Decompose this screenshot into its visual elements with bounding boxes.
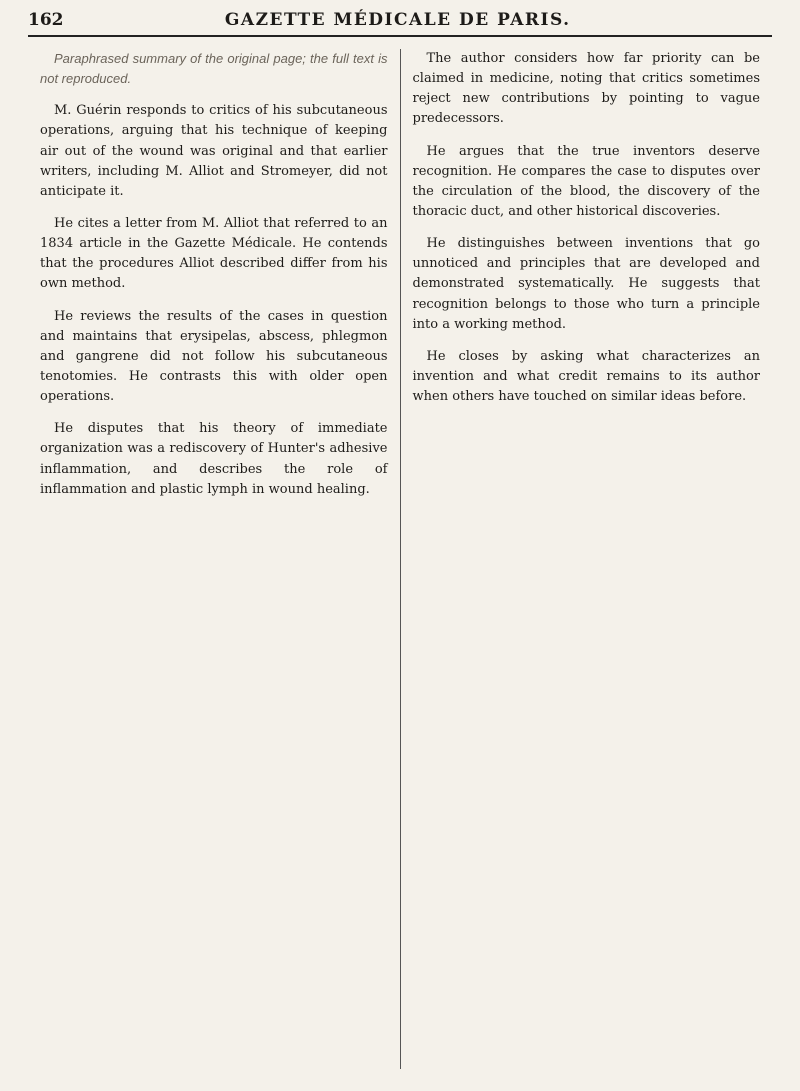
summary-notice: Paraphrased summary of the original page; the full text is not reproduced. — [40, 51, 388, 87]
masthead-title: GAZETTE MÉDICALE DE PARIS. — [224, 10, 571, 30]
left-paragraph: M. Guérin responds to critics of his subcutaneous operations, arguing that his technique of keeping air out of the wound was original and that earlier writers, including M. Alliot and Stromeyer, did not anticipate it. — [40, 103, 388, 199]
right-paragraph: The author considers how far priority can be claimed in medicine, noting that critics sometimes reject new contributions by pointing to vague predecessors. — [412, 51, 760, 127]
left-paragraph: He cites a letter from M. Alliot that referred to an 1834 article in the Gazette Médicale. He contends that the procedures Alliot described differ from his own method. — [40, 215, 388, 292]
left-paragraph: He disputes that his theory of immediate organization was a rediscovery of Hunter's adhesive inflammation, and describes the role of inflammation and plastic lymph in wound healing. — [40, 421, 388, 497]
right-paragraph: He distinguishes between inventions that go unnoticed and principles that are developed and demonstrated systematically. He suggests that recognition belongs to those who turn a principle into a working method. — [412, 236, 760, 332]
right-paragraph: He closes by asking what characterizes an invention and what credit remains to its author when others have touched on similar ideas before. — [412, 348, 760, 405]
page-number: 162 — [28, 10, 64, 30]
page-header — [28, 10, 772, 37]
text-columns — [28, 49, 772, 1069]
right-column — [400, 49, 773, 1069]
right-paragraph: He argues that the true inventors deserve recognition. He compares the case to disputes over the circulation of the blood, the discovery of the thoracic duct, and other historical discoveries. — [412, 143, 760, 219]
left-paragraph: He reviews the results of the cases in question and maintains that erysipelas, abscess, phlegmon and gangrene did not follow his subcutaneous tenotomies. He contrasts this with older open operations. — [40, 308, 388, 405]
left-column — [28, 49, 400, 1069]
